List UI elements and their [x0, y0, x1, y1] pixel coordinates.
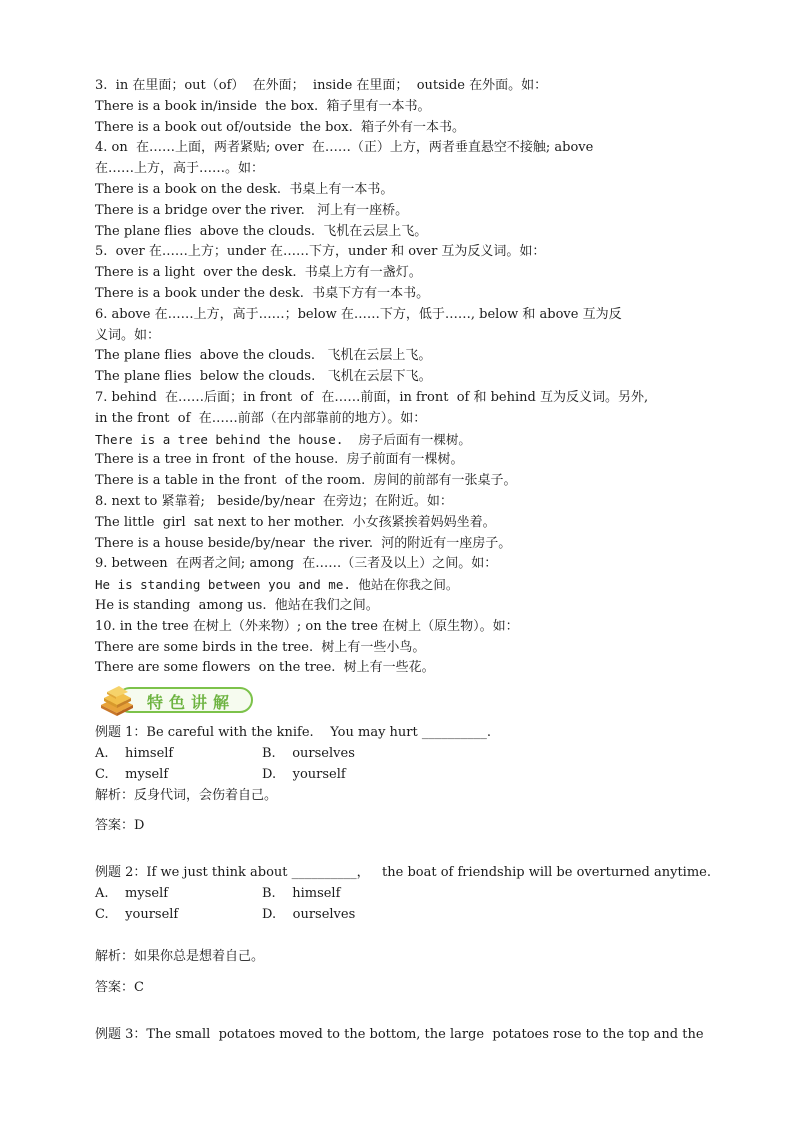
content-column	[95, 76, 710, 1046]
answer-text: 答案：C	[95, 980, 144, 996]
option-c: C. myself	[95, 766, 169, 782]
analysis-text: 解析：反身代词，会伤着自己。	[95, 787, 278, 803]
option-d: D. ourselves	[262, 906, 356, 922]
question-text: 例题 2：If we just think about __________， the boat of friendship will be overturned anytime.	[95, 865, 711, 881]
text-line: There is a book on the desk. 书桌上有一本书。	[95, 181, 394, 197]
example-1	[95, 723, 710, 837]
text-line: There are some flowers on the tree. 树上有一些花。	[95, 660, 435, 676]
text-line: There is a book under the desk. 书桌下方有一本书。	[95, 285, 430, 301]
text-line: There is a tree in front of the house. 房子前面有一棵树。	[95, 452, 464, 468]
text-line: There is a book out of/outside the box. 箱子外有一本书。	[95, 119, 466, 135]
text-line: There is a light over the desk. 书桌上方有一盏灯。	[95, 265, 422, 281]
options-row	[95, 905, 710, 926]
example-2	[95, 863, 710, 999]
text-line: There is a table in the front of the room. 房间的前部有一张桌子。	[95, 473, 517, 489]
text-line: The plane flies above the clouds. 飞机在云层上飞。	[95, 223, 428, 239]
books-icon	[97, 683, 137, 717]
answer-text: 答案：D	[95, 818, 145, 834]
options-row	[95, 884, 710, 905]
question-text: 例题 3：The small potatoes moved to the bottom, the large potatoes rose to the top and the	[95, 1027, 704, 1043]
text-line: There is a tree behind the house. 房子后面有一棵树。	[95, 431, 471, 447]
example-3	[95, 1025, 710, 1046]
banner-title: 特色讲解	[147, 693, 236, 713]
options-row	[95, 765, 710, 786]
text-line: 4. on 在……上面，两者紧贴; over 在……（正）上方，两者垂直悬空不接触; above	[95, 140, 594, 156]
option-b: B. ourselves	[262, 745, 355, 761]
text-line: There are some birds in the tree. 树上有一些小鸟。	[95, 639, 426, 655]
text-line: 5. over 在……上方；under 在……下方，under 和 over 互为反义词。如：	[95, 244, 546, 260]
text-line: He is standing among us. 他站在我们之间。	[95, 597, 379, 613]
text-line: The plane flies above the clouds. 飞机在云层上飞。	[95, 348, 432, 364]
text-line: 8. next to 紧靠着; beside/by/near 在旁边；在附近。如：	[95, 493, 453, 509]
text-line: He is standing between you and me. 他站在你我之间。	[95, 577, 459, 593]
text-line: There is a house beside/by/near the river. 河的附近有一座房子。	[95, 535, 512, 551]
text-line: 7. behind 在……后面；in front of 在……前面，in front of 和 behind 互为反义词。另外,	[95, 389, 649, 405]
option-b: B. himself	[262, 885, 341, 901]
text-line: The little girl sat next to her mother. 小女孩紧挨着妈妈坐着。	[95, 514, 496, 530]
prepositions-notes	[95, 76, 710, 679]
options-row	[95, 744, 710, 765]
text-line: 9. between 在两者之间; among 在……（三者及以上）之间。如：	[95, 556, 498, 572]
option-c: C. yourself	[95, 906, 179, 922]
text-line: 3. in 在里面；out（of） 在外面； inside 在里面； outside 在外面。如：	[95, 78, 548, 93]
text-line: in the front of 在……前部（在内部靠前的地方）。如：	[95, 410, 427, 426]
text-line: There is a bridge over the river. 河上有一座桥。	[95, 202, 409, 218]
text-line: 义词。如：	[95, 327, 161, 343]
text-line: 在……上方，高于……。如：	[95, 161, 265, 177]
text-line: There is a book in/inside the box. 箱子里有一本书。	[95, 98, 431, 114]
question-text: 例题 1：Be careful with the knife. You may hurt __________.	[95, 725, 491, 741]
text-line: 10. in the tree 在树上（外来物）; on the tree 在树上（原生物）。如：	[95, 618, 519, 634]
option-a: A. myself	[95, 885, 169, 901]
analysis-text: 解析：如果你总是想着自己。	[95, 949, 265, 965]
option-d: D. yourself	[262, 766, 346, 782]
text-line: 6. above 在……上方，高于……；below 在……下方，低于……, below 和 above 互为反	[95, 306, 622, 322]
section-banner	[95, 681, 710, 721]
text-line: The plane flies below the clouds. 飞机在云层下飞。	[95, 369, 432, 385]
option-a: A. himself	[95, 745, 174, 761]
